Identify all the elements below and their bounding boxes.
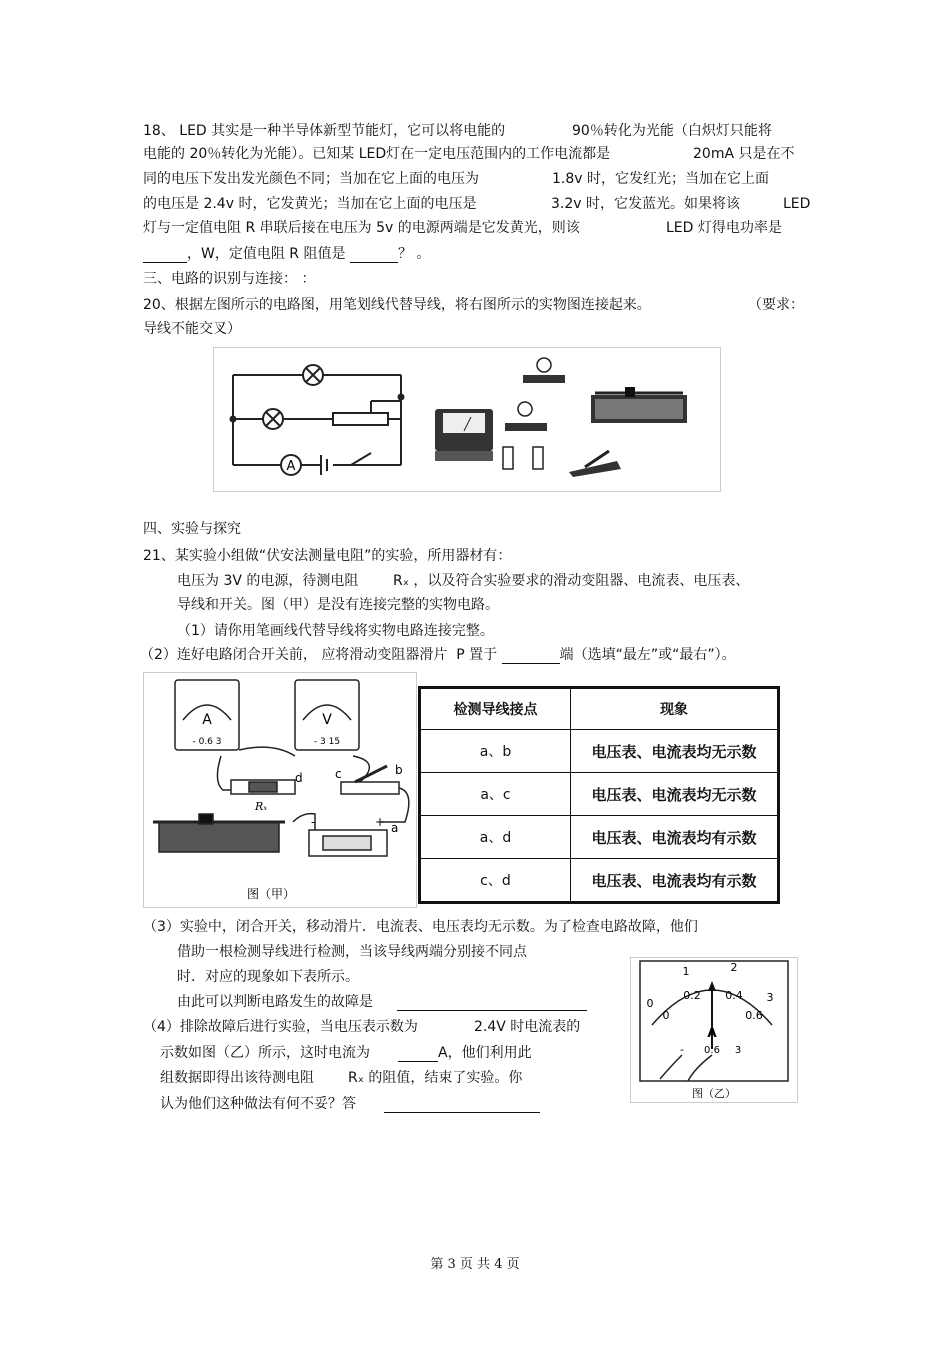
q21-line2b: Rₓ ，以及符合实验要求的滑动变阻器、电流表、电压表、 [393,573,750,589]
table-row [421,859,778,902]
table-cell-phenomenon: 电压表、电流表均无示数 [570,730,777,773]
top-scale-0: 0 [646,997,654,1010]
point-a: a [391,821,399,835]
battery-1-icon [503,447,513,469]
q21-part4a: （4）排除故障后进行实验，当电压表示数为 [143,1019,418,1035]
ammeter-terminals: - 0.6 3 [192,737,222,747]
q20-line1b: （要求： [748,297,804,313]
q21-part2a: （2）连好电路闭合开关前， 应将滑动变阻器滑片 [140,647,448,663]
q21-part4b: 2.4V 时电流表的 [474,1019,581,1035]
point-c: c [335,767,342,781]
q18-line1b: 90％转化为光能（白炽灯只能将 [572,123,772,139]
bottom-scale-2: 0.4 [725,989,743,1002]
q18-line5a: 灯与一定值电阻 R 串联后接在电压为 5v 的电源两端是它发黄光，则该 [143,220,580,236]
bottom-scale-0: 0 [662,1009,670,1022]
bottom-scale-3: 0.6 [745,1009,763,1022]
q21-part2c: 端（选填“最左”或“最右”）。 [559,647,736,663]
section4-heading: 四、实验与探究 [143,521,241,537]
table-header-row [421,689,778,730]
bulb-1-icon [537,358,551,372]
rheostat-icon [333,413,388,425]
q18-line6a: ，W，定值电阻 R 阻值是 [187,246,346,262]
ammeter-label: A [286,459,296,474]
slider-position-blank[interactable] [502,649,560,664]
q21-part2 [140,646,736,664]
page-footer: 第 3 页 共 4 页 [430,1257,520,1272]
q21-part2b: P 置于 [456,647,498,663]
q21-part4e: 组数据即得出该待测电阻 [160,1070,314,1086]
top-scale-3: 3 [766,991,774,1004]
table-cell-phenomenon: 电压表、电流表均有示数 [570,859,777,902]
rx-label: Rₓ [255,800,268,813]
q20-line1: 20、根据左图所示的电路图，用笔划线代替导线，将右图所示的实物图连接起来。 [143,297,651,313]
improvement-answer-blank[interactable] [384,1098,540,1113]
q21-part3c: 时．对应的现象如下表所示。 [177,969,359,985]
q21-part3b: 借助一根检测导线进行检测，当该导线两端分别接不同点 [177,944,527,960]
bottom-scale-1: 0.2 [683,989,701,1002]
top-scale-1: 1 [682,965,690,978]
q21-line1: 21、某实验小组做“伏安法测量电阻”的实验，所用器材有： [143,548,512,564]
battery-plus: + [375,815,386,829]
table-cell-points: c、d [421,859,571,902]
q21-line2a: 电压为 3V 的电源，待测电阻 [177,573,359,589]
q18-line2a: 电能的 20％转化为光能）。已知某 LED灯在一定电压范围内的工作电流都是 [143,146,611,162]
q18-line1a: 18、 LED 其实是一种半导体新型节能灯，它可以将电能的 [143,123,506,139]
fault-detection-table [418,686,780,904]
section3-heading: 三、电路的识别与连接： ： [143,271,316,287]
q21-part4c-line [160,1044,532,1062]
table-row [421,816,778,859]
table-cell-points: a、d [421,816,571,859]
table-header-phenomenon: 现象 [570,689,777,730]
top-scale-2: 2 [730,961,738,974]
q18-line4c: LED [783,196,811,212]
bulb-2-icon [518,402,532,416]
rheostat-slider-knob [199,814,213,824]
terminal-0-6: 0.6 [704,1045,720,1056]
power-blank[interactable] [143,248,187,263]
q21-line3: 导线和开关。图（甲）是没有连接完整的实物电路。 [177,597,499,613]
q21-part4d: A，他们利用此 [438,1045,532,1061]
q21-part3d-line [177,993,587,1011]
figure-jia-caption: 图（甲） [247,887,296,901]
q18-line3b: 1.8v 时，它发红光；当加在它上面 [552,171,769,187]
q21-part4f: Rₓ 的阻值，结束了实验。你 [348,1070,523,1086]
table-header-points: 检测导线接点 [421,689,571,730]
current-blank[interactable] [398,1047,438,1062]
table-row [421,730,778,773]
switch-icon [341,782,399,794]
battery-2-icon [533,447,543,469]
table-row [421,773,778,816]
q21-part4c: 示数如图（乙）所示，这时电流为 [160,1045,370,1061]
q21-part4g-line [160,1095,540,1113]
q18-line6 [143,245,430,263]
q18-line3a: 同的电压下发出发光颜色不同；当加在它上面的电压为 [143,171,479,187]
terminal-minus: - [680,1043,684,1056]
q18-line5b: LED 灯得电功率是 [666,220,782,236]
q18-line2b: 20mA 只是在不 [693,146,795,162]
q18-line4b: 3.2v 时，它发蓝光。如果将该 [551,196,740,212]
table-cell-phenomenon: 电压表、电流表均无示数 [570,773,777,816]
q18-line4a: 的电压是 2.4v 时，它发黄光；当加在它上面的电压是 [143,196,477,212]
voltmeter-symbol: V [322,712,332,728]
q21-part1: （1）请你用笔画线代替导线将实物电路连接完整。 [177,623,494,639]
q18-line6b: ？ 。 [397,246,431,262]
battery-minus: - [311,815,316,829]
point-d: d [295,771,303,785]
figure-yi-caption: 图（乙） [692,1087,736,1100]
unit-label: A [707,1026,717,1040]
table-cell-phenomenon: 电压表、电流表均有示数 [570,816,777,859]
voltmeter-terminals: - 3 15 [313,737,341,747]
q20-line2: 导线不能交叉） [143,321,241,337]
ammeter-symbol: A [202,712,212,728]
point-b: b [395,763,403,777]
fault-answer-blank[interactable] [397,996,587,1011]
table-cell-points: a、c [421,773,571,816]
rheostat-jia-icon [159,822,279,852]
q20-figure [213,347,721,492]
table-cell-points: a、b [421,730,571,773]
q21-part3a: （3）实验中，闭合开关，移动滑片．电流表、电压表均无示数。为了检查电路故障，他们 [143,919,698,935]
resistance-blank[interactable] [350,248,398,263]
terminal-3: 3 [734,1045,742,1056]
q21-part4g: 认为他们这种做法有何不妥？答 [160,1096,356,1112]
figure-yi [630,957,798,1103]
figure-jia [143,672,417,908]
q21-part3d: 由此可以判断电路发生的故障是 [177,994,373,1010]
